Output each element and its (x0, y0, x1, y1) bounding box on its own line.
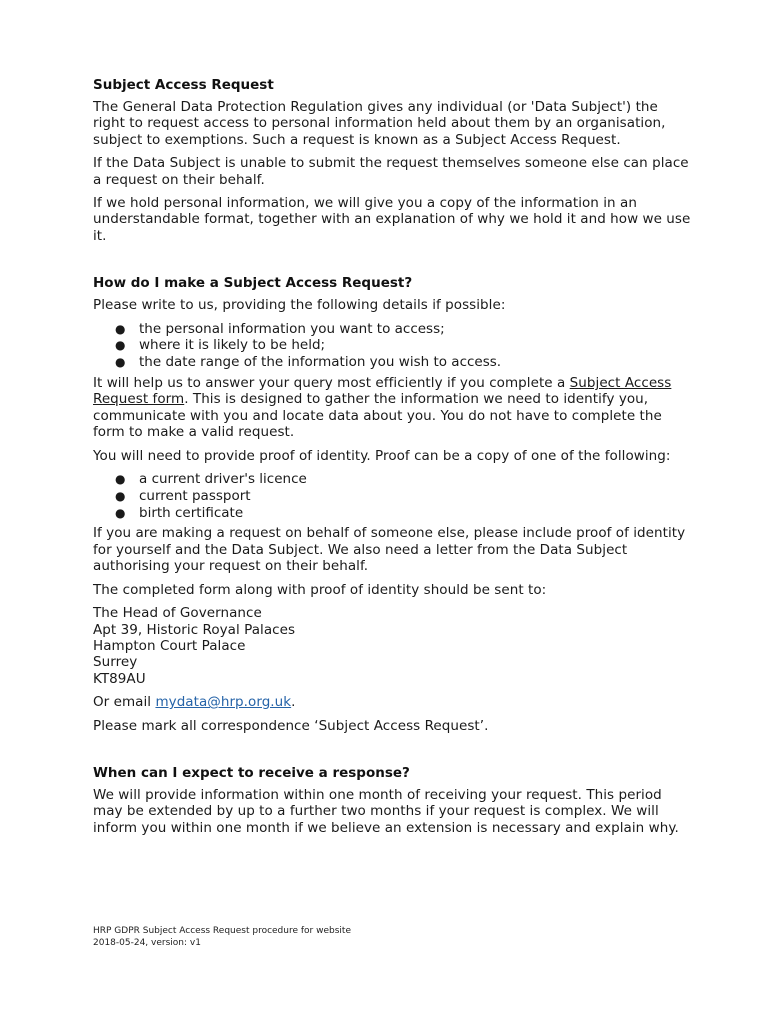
address-line: KT89AU (93, 670, 146, 687)
proof-list (93, 471, 693, 521)
intro-paragraph-3: If we hold personal information, we will give you a copy of the information in an understandable format, together with an explanation of why we hold it and how we use it. (93, 195, 691, 244)
bullet-icon: ● (115, 505, 126, 520)
list-item: ● a current driver's licence (115, 471, 307, 488)
section-heading-when: When can I expect to receive a response? (93, 764, 410, 781)
list-item: ● where it is likely to be held; (115, 337, 326, 354)
how-paragraph-3: You will need to provide proof of identity. Proof can be a copy of one of the following: (93, 447, 671, 464)
list-item: ● birth certificate (115, 504, 244, 521)
document-page (93, 76, 693, 843)
bullet-icon: ● (115, 321, 126, 336)
postal-address (93, 605, 693, 687)
email-paragraph: Or email mydata@hrp.org.uk. (93, 694, 296, 711)
bullet-icon: ● (115, 338, 126, 353)
intro-paragraph-1: The General Data Protection Regulation gives any individual (or 'Data Subject') the right to request access to personal information held about them by an organisation, subject to exemptions. Such a request is known as a Subject Access Request. (93, 99, 666, 148)
when-paragraph-1: We will provide information within one month of receiving your request. This period may be extended by up to a further two months if your request is complex. We will inform you within one month if we believe an extension is necessary and explain why. (93, 786, 679, 836)
list-item: ● the date range of the information you wish to access. (115, 354, 502, 371)
how-paragraph-4: If you are making a request on behalf of someone else, please include proof of identity for yourself and the Data Subject. We also need a letter from the Data Subject authorising your request on their behalf. (93, 525, 686, 575)
how-paragraph-6: Please mark all correspondence ‘Subject Access Request’. (93, 717, 489, 734)
address-line: The Head of Governance (93, 605, 262, 622)
how-paragraph-5: The completed form along with proof of identity should be sent to: (93, 581, 547, 598)
bullet-icon: ● (115, 488, 126, 503)
section-heading-subject-access-request: Subject Access Request (93, 77, 274, 93)
address-line: Apt 39, Historic Royal Palaces (93, 621, 296, 638)
list-item: ● current passport (115, 487, 251, 504)
subject-access-request-form-link[interactable]: Subject Access Request form (93, 375, 672, 408)
how-paragraph-2: It will help us to answer your query most efficiently if you complete a Subject Access Request form. This is designed to gather the information we need to identify you, communicate with you and locate data about you. You do not have to complete the form to make a valid request. (93, 375, 672, 441)
address-line: Surrey (93, 654, 138, 671)
footer-title: HRP GDPR Subject Access Request procedure for website (93, 926, 351, 936)
intro-paragraph-2: If the Data Subject is unable to submit the request themselves someone else can place a request on their behalf. (93, 155, 689, 188)
footer-version: 2018-05-24, version: v1 (93, 937, 201, 948)
details-list (93, 321, 693, 371)
list-item: ● the personal information you want to access; (115, 320, 445, 337)
email-link[interactable]: mydata@hrp.org.uk (155, 694, 292, 711)
bullet-icon: ● (115, 472, 126, 487)
address-line: Hampton Court Palace (93, 637, 246, 654)
how-paragraph-1: Please write to us, providing the following details if possible: (93, 297, 506, 314)
bullet-icon: ● (115, 355, 126, 370)
document-footer (93, 926, 351, 949)
section-heading-how: How do I make a Subject Access Request? (93, 275, 413, 292)
